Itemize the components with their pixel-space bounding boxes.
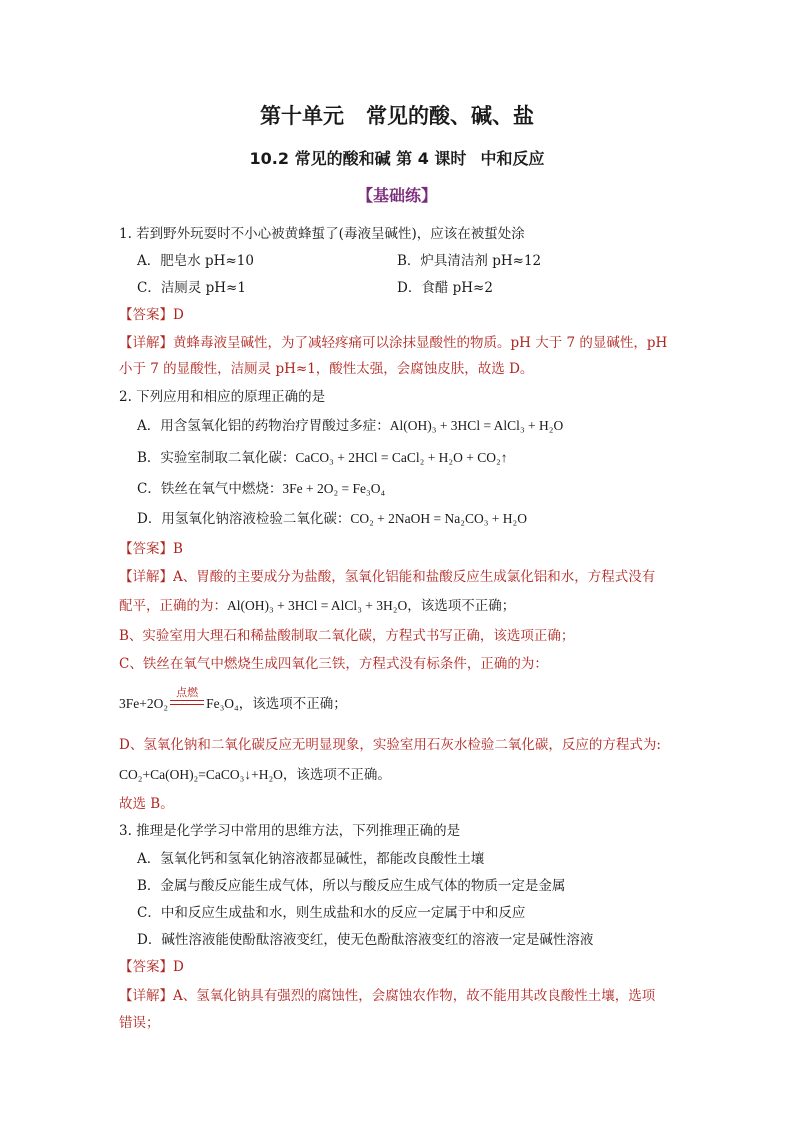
q2-reaction-condition-label: 点燃 <box>176 686 199 699</box>
q2-explain-line6: D、氢氧化钠和二氧化碳反应无明显现象，实验室用石灰水检验二氧化碳，反应的方程式为: <box>119 737 661 753</box>
q2-option-c <box>137 477 385 497</box>
q2-explain-line8: 故选 B。 <box>119 796 174 812</box>
q2-explain-line3: B、实验室用大理石和稀盐酸制取二氧化碳，方程式书写正确，该选项正确； <box>119 628 575 644</box>
q2-explain-line7-tail: ，该选项不正确。 <box>282 767 391 783</box>
q3-option-d: D．碱性溶液能使酚酞溶液变红，使无色酚酞溶液变红的溶液一定是碱性溶液 <box>137 932 594 948</box>
q2-explain-line2 <box>119 594 515 614</box>
q3-explain-line1: 【详解】A、氢氧化钠具有强烈的腐蚀性，会腐蚀农作物，故不能用其改良酸性土壤，选项 <box>119 988 656 1004</box>
q2-explain-line5-right: Fe₃O₄ <box>206 696 239 711</box>
q2-explain-line4: C、铁丝在氧气中燃烧生成四氧化三铁，方程式没有标条件，正确的为： <box>119 656 548 672</box>
q1-option-b: B．炉具清洁剂 pH≈12 <box>397 253 542 269</box>
q3-answer: 【答案】D <box>119 959 184 975</box>
q2-explain-line2-text: 配平，正确的为： <box>119 598 227 614</box>
q2-explain-line5-left: 3Fe+2O₂ <box>119 696 169 711</box>
lesson-title-part-b: 中和反应 <box>480 149 545 168</box>
q1-option-a: A．肥皂水 pH≈10 <box>137 253 254 269</box>
q2-option-d <box>137 507 527 527</box>
q2-stem: 2. 下列应用和相应的原理正确的是 <box>119 389 326 405</box>
q2-option-a-text: A．用含氢氧化铝的药物治疗胃酸过多症： <box>137 418 390 434</box>
q2-explain-line1: 【详解】A、胃酸的主要成分为盐酸，氢氧化铝能和盐酸反应生成氯化铝和水，方程式没有 <box>119 569 656 585</box>
q1-answer: 【答案】D <box>119 307 184 323</box>
q1-option-d: D．食醋 pH≈2 <box>397 280 493 296</box>
q2-reaction-equals-sign <box>170 700 204 705</box>
unit-title <box>0 100 794 130</box>
q2-option-d-text: D．用氢氧化钠溶液检验二氧化碳： <box>137 511 351 527</box>
q3-option-c: C．中和反应生成盐和水，则生成盐和水的反应一定属于中和反应 <box>137 905 526 921</box>
q2-explain-line5 <box>119 686 347 712</box>
q2-answer: 【答案】B <box>119 541 183 557</box>
q2-explain-line7-equation: CO₂+Ca(OH)₂=CaCO₃↓+H₂O <box>119 767 283 782</box>
q2-option-b <box>137 446 507 466</box>
q2-option-a <box>137 414 563 434</box>
lesson-title <box>0 146 794 169</box>
q2-option-a-equation: Al(OH)₃ + 3HCl = AlCl₃ + H₂O <box>389 418 564 433</box>
q3-option-b: B．金属与酸反应能生成气体，所以与酸反应生成气体的物质一定是金属 <box>137 878 566 894</box>
q1-option-c: C．洁厕灵 pH≈1 <box>137 280 246 296</box>
q2-explain-line2-tail: ，该选项不正确； <box>407 598 516 614</box>
q2-option-b-text: B．实验室制取二氧化碳： <box>137 450 296 466</box>
q2-reaction-condition <box>168 686 206 712</box>
unit-title-part-a: 第十单元 <box>260 104 344 128</box>
q1-explain-line1: 【详解】黄蜂毒液呈碱性，为了减轻疼痛可以涂抹显酸性的物质。pH 大于 7 的显碱性，pH <box>119 335 668 351</box>
q2-explain-line7 <box>119 763 391 783</box>
q2-option-b-equation: CaCO₃ + 2HCl = CaCl₂ + H₂O + CO₂↑ <box>295 450 508 465</box>
q2-option-c-equation: 3Fe + 2O₂ = Fe₃O₄ <box>282 481 386 496</box>
unit-title-part-b: 常见的酸、碱、盐 <box>366 104 534 128</box>
q3-explain-line2: 错误； <box>119 1015 160 1031</box>
q1-explain-line2: 小于 7 的显酸性，洁厕灵 pH≈1，酸性太强，会腐蚀皮肤，故选 D。 <box>119 361 534 377</box>
q2-explain-line5-tail: ，该选项不正确； <box>238 696 347 712</box>
q3-stem: 3. 推理是化学学习中常用的思维方法，下列推理正确的是 <box>119 823 461 839</box>
q2-explain-line2-equation: Al(OH)₃ + 3HCl = AlCl₃ + 3H₂O <box>227 598 408 613</box>
lesson-title-part-a: 10.2 常见的酸和碱 第 4 课时 <box>249 149 467 168</box>
q1-stem: 1. 若到野外玩耍时不小心被黄蜂蜇了(毒液呈碱性)，应该在被蜇处涂 <box>119 226 525 242</box>
section-heading: 【基础练】 <box>356 186 437 205</box>
q2-option-d-equation: CO₂ + 2NaOH = Na₂CO₃ + H₂O <box>350 511 527 526</box>
q3-option-a: A．氢氧化钙和氢氧化钠溶液都显碱性，都能改良酸性土壤 <box>137 851 485 867</box>
q2-option-c-text: C．铁丝在氧气中燃烧： <box>137 481 283 497</box>
